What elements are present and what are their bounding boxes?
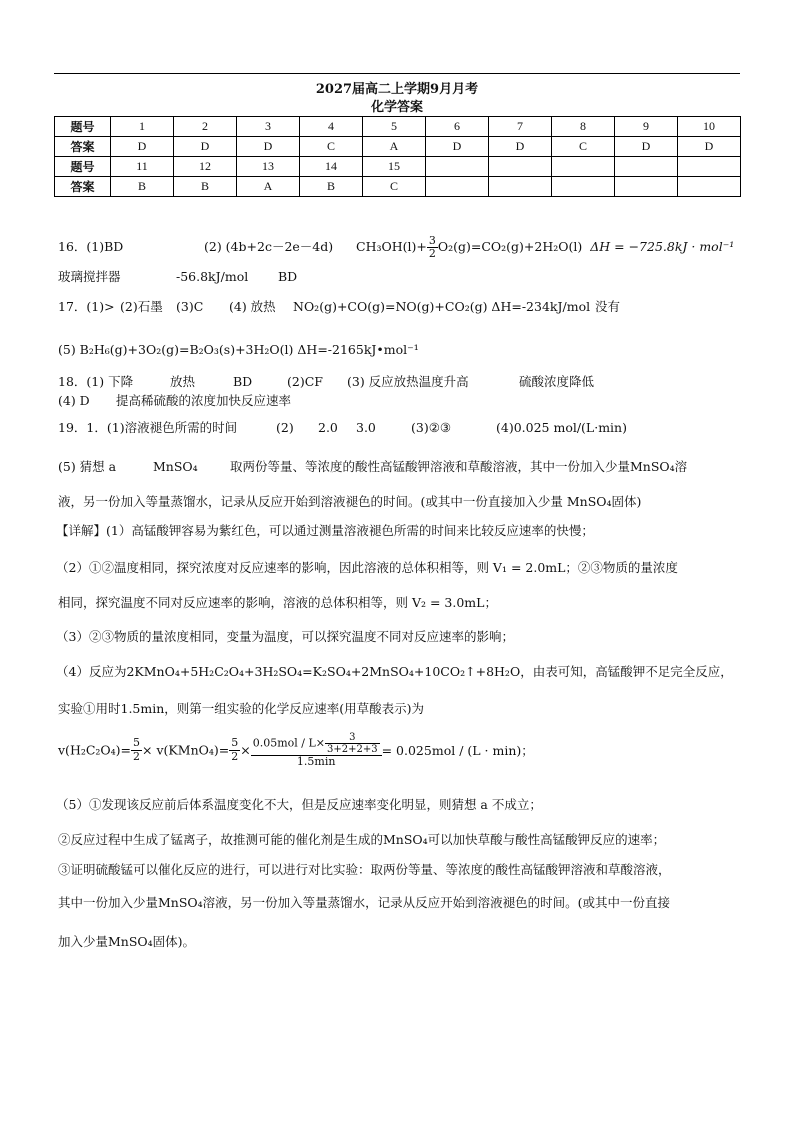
- q19-part3: 2.0: [318, 420, 338, 435]
- question-number-cell: [615, 157, 678, 177]
- q16-part2: (2) (4b+2c－2e－4d): [204, 239, 334, 255]
- q18-part5: (3) 反应放热温度升高: [347, 374, 469, 389]
- q17-part2: (2)石墨: [120, 299, 163, 314]
- answer-subtitle: 化学答案: [370, 100, 423, 115]
- formula-v-h2c2o4: v(H₂C₂O₄)=: [58, 742, 132, 758]
- question-number-cell: 5: [363, 117, 426, 137]
- detail-p2b: 相同，探究温度不同对反应速率的影响，溶液的总体积相等，则 V₂ = 3.0mL；: [58, 595, 497, 610]
- detail-p1: 【详解】(1）高锰酸钾容易为紫红色，可以通过测量溶液褪色所需的时间来比较反应速率的快慢；: [56, 523, 594, 538]
- formula-times: ×: [240, 742, 251, 758]
- exam-title: 2027届高二上学期9月月考: [315, 82, 479, 97]
- answer-cell: [489, 177, 552, 197]
- answer-cell: A: [363, 137, 426, 157]
- rate-formula: [58, 732, 534, 768]
- answer-cell: B: [300, 177, 363, 197]
- q19-line-3: 液，另一份加入等量蒸馏水，记录从反应开始到溶液褪色的时间。(或其中一份直接加入少量 MnSO₄固体): [58, 494, 642, 509]
- answer-cell: D: [489, 137, 552, 157]
- question-number-cell: 10: [678, 117, 741, 137]
- detail-p7: ③证明硫酸锰可以催化反应的进行，可以进行对比实验：取两份等量、等浓度的酸性高锰酸钾溶液和草酸溶液，: [58, 862, 671, 877]
- q16-eq-left: CH₃OH(l)+: [356, 239, 427, 255]
- row-label-question: 题号: [55, 157, 111, 177]
- q19-line-1: [58, 418, 627, 436]
- answer-cell: B: [174, 177, 237, 197]
- detail-p9: 加入少量MnSO₄固体)。: [58, 934, 196, 949]
- q19-part6: (4)0.025 mol/(L·min): [496, 420, 627, 435]
- detail-p3: （3）②③物质的量浓度相同，变量为温度，可以探究温度不同对反应速率的影响；: [56, 629, 514, 644]
- question-number-cell: 3: [237, 117, 300, 137]
- question-number-cell: 13: [237, 157, 300, 177]
- answer-cell: C: [363, 177, 426, 197]
- question-number-cell: 11: [111, 157, 174, 177]
- answer-cell: D: [426, 137, 489, 157]
- q17-part3: (3)C: [176, 299, 204, 314]
- q19-part1: 19．1．(1)溶液褪色所需的时间: [58, 420, 238, 435]
- q16-bd: BD: [278, 269, 298, 284]
- q19-mnso4: MnSO₄: [153, 459, 198, 474]
- question-number-cell: 4: [300, 117, 363, 137]
- q18-part4: (2)CF: [287, 374, 323, 389]
- q19-part5: (3)②③: [411, 420, 452, 435]
- question-number-cell: 6: [426, 117, 489, 137]
- question-number-cell: 1: [111, 117, 174, 137]
- answer-cell: [426, 177, 489, 197]
- question-number-cell: 9: [615, 117, 678, 137]
- answer-cell: D: [237, 137, 300, 157]
- q16-line-2: [58, 267, 297, 285]
- answer-row-2: [55, 177, 741, 197]
- answer-cell: D: [111, 137, 174, 157]
- formula-main-fraction: 0.05mol / L× $\frac{3}{3+2+2+3}$ 1.5min: [251, 732, 382, 768]
- row-label-answer: 答案: [55, 177, 111, 197]
- q19-method: 取两份等量、等浓度的酸性高锰酸钾溶液和草酸溶液，其中一份加入少量MnSO₄溶: [230, 459, 688, 474]
- answer-cell: C: [300, 137, 363, 157]
- detail-p8: 其中一份加入少量MnSO₄溶液，另一份加入等量蒸馏水，记录从反应开始到溶液褪色的时间。(或其中一份直接: [58, 895, 671, 910]
- question-number-cell: 2: [174, 117, 237, 137]
- q18-line-1: [58, 372, 594, 390]
- formula-result: = 0.025mol / (L · min)；: [381, 743, 534, 759]
- q16-heat: -56.8kJ/mol: [176, 269, 249, 284]
- q16-part1: 16．(1)BD: [58, 239, 124, 255]
- question-number-cell: 12: [174, 157, 237, 177]
- q17-part4: (4) 放热: [229, 299, 276, 314]
- question-number-cell: [426, 157, 489, 177]
- q16-line-1: [58, 235, 734, 260]
- question-number-cell: 14: [300, 157, 363, 177]
- detail-p5: （5）①发现该反应前后体系温度变化不大，但是反应速率变化明显，则猜想 a 不成立；: [56, 797, 542, 812]
- q17-equation: NO₂(g)+CO(g)=NO(g)+CO₂(g) ΔH=-234kJ/mol: [293, 299, 591, 314]
- question-row-2: [55, 157, 741, 177]
- q16-stirrer: 玻璃搅拌器: [58, 269, 121, 284]
- question-number-cell: 15: [363, 157, 426, 177]
- answer-cell: C: [552, 137, 615, 157]
- q18-line-2: [58, 391, 291, 409]
- q18-part3: BD: [233, 374, 253, 389]
- top-rule: [54, 73, 740, 74]
- q17-none: 没有: [595, 299, 621, 314]
- row-label-answer: 答案: [55, 137, 111, 157]
- q17-line-2: (5) B₂H₆(g)+3O₂(g)=B₂O₃(s)+3H₂O(l) ΔH=-2165kJ•mol⁻¹: [58, 342, 419, 357]
- detail-p6: ②反应过程中生成了锰离子，故推测可能的催化剂是生成的MnSO₄可以加快草酸与酸性高锰酸钾反应的速率；: [58, 832, 666, 847]
- row-label-question: 题号: [55, 117, 111, 137]
- q18-part8: 提高稀硫酸的浓度加快反应速率: [116, 393, 292, 408]
- q18-part1: 18．(1) 下降: [58, 374, 134, 389]
- answer-cell: [678, 177, 741, 197]
- answer-cell: A: [237, 177, 300, 197]
- detail-p2a: （2）①②温度相同，探究浓度对反应速率的影响，因此溶液的总体积相等，则 V₁ = 2.0mL；②③物质的量浓度: [56, 560, 678, 575]
- formula-coef-2: $\frac{5}{2}$: [231, 736, 239, 763]
- question-number-cell: [552, 157, 615, 177]
- detail-p4a: （4）反应为2KMnO₄+5H₂C₂O₄+3H₂SO₄=K₂SO₄+2MnSO₄+10CO₂↑+8H₂O，由表可知，高锰酸钾不足完全反应，: [56, 664, 733, 679]
- q16-eq-right: O₂(g)=CO₂(g)+2H₂O(l): [437, 239, 583, 255]
- question-row-1: [55, 117, 741, 137]
- q18-part7: (4) D: [58, 393, 90, 408]
- q19-part4: 3.0: [356, 420, 376, 435]
- question-number-cell: 7: [489, 117, 552, 137]
- q19-guess: (5) 猜想 a: [58, 459, 117, 474]
- q17-part1: 17．(1)>: [58, 299, 115, 314]
- detail-p4b: 实验①用时1.5min，则第一组实验的化学反应速率(用草酸表示)为: [58, 701, 425, 716]
- answer-row-1: [55, 137, 741, 157]
- answer-cell: D: [678, 137, 741, 157]
- formula-v-kmno4: × v(KMnO₄)=: [142, 742, 230, 758]
- answer-cell: B: [111, 177, 174, 197]
- q18-part6: 硫酸浓度降低: [519, 374, 595, 389]
- answer-cell: [552, 177, 615, 197]
- q16-eq-dh: ΔH = −725.8kJ · mol⁻¹: [590, 239, 735, 255]
- answer-cell: D: [174, 137, 237, 157]
- answer-table: [54, 116, 741, 197]
- q18-part2: 放热: [170, 374, 196, 389]
- q19-part2: (2): [276, 420, 294, 435]
- answer-cell: D: [615, 137, 678, 157]
- question-number-cell: [489, 157, 552, 177]
- q16-eq-fraction: $\frac{3}{2}$: [428, 234, 436, 261]
- q19-line-2: [58, 457, 687, 475]
- answer-cell: [615, 177, 678, 197]
- question-number-cell: 8: [552, 117, 615, 137]
- formula-coef-1: $\frac{5}{2}$: [133, 736, 141, 763]
- q17-line-1: [58, 297, 620, 315]
- question-number-cell: [678, 157, 741, 177]
